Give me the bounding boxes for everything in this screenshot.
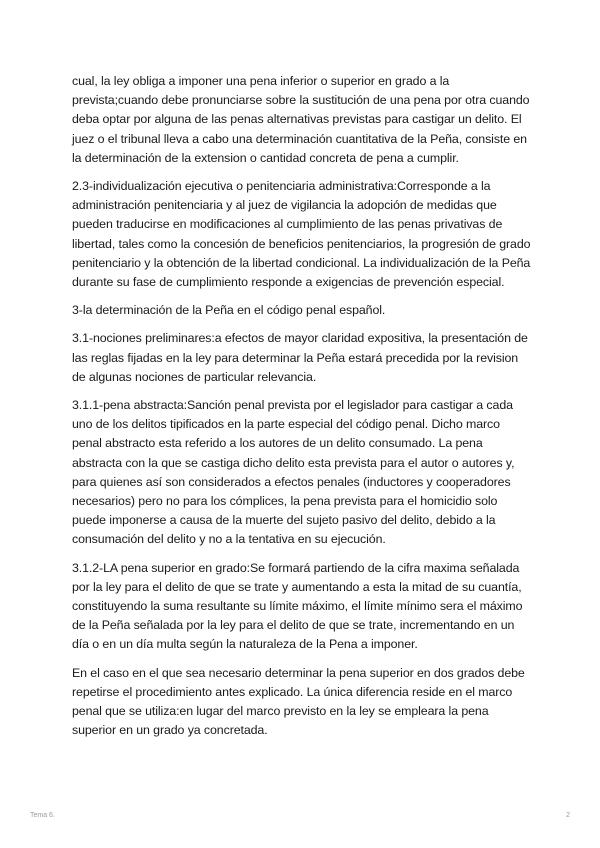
paragraph-pena-abstracta: 3.1.1-pena abstracta:Sanción penal prevista por el legislador para castigar a cada uno de los delitos tipificados en la parte especial del código penal. Dicho marco penal abstracto esta referido a los autores de un delito consumado. La pena abstracta con la que se castiga dicho delito esta prevista para el autor o autores y, para quienes así son considerados a efectos penales (inductores y cooperadores necesarios) pero no para los cómplices, la pena prevista para el homicidio solo puede imponerse a causa de la muerte del sujeto pasivo del delito, debido a la consumación del delito y no a la tentativa en su ejecución. [72,398,515,547]
footer-topic-label: Tema 6. [30,812,55,819]
section-heading-determinacion: 3-la determinación de la Peña en el código penal español. [72,303,386,318]
paragraph-pena-superior-grado: 3.1.2-LA pena superior en grado:Se formará partiendo de la cifra maxima señalada por la ley para el delito de que se trate y aumentando a esta la mitad de su cuantía, constituyendo la suma resultante su límite máximo, el límite mínimo sera el máximo de la Peña señalada por la ley para el delito de que se trate, incrementando en un día o en un día multa según la naturaleza de la Pena a imponer. [72,560,523,652]
paragraph-dos-grados: En el caso en el que sea necesario determinar la pena superior en dos grados debe repetirse el procedimiento antes explicado. La única diferencia reside en el marco penal que se utiliza:en lugar del marco previsto en la ley se empleara la pena superior en un grado ya concretada. [72,665,525,738]
paragraph-nociones-preliminares: 3.1-nociones preliminares:a efectos de mayor claridad expositiva, la presentación de las reglas fijadas en la ley para determinar la Peña estará precedida por la revision de algunas nociones de particular relevancia. [72,331,528,384]
paragraph-individualizacion-ejecutiva: 2.3-individualización ejecutiva o penitenciaria administrativa:Corresponde a la administración penitenciaria y al juez de vigilancia la adopción de medidas que pueden traducirse en modificaciones al cumplimiento de las penas privativas de libertad, tales como la concesión de beneficios penitenciarios, la progresión de grado penitenciario y la obtención de la libertad condicional. La individualización de la Peña durante su fase de cumplimiento responde a exigencias de prevención especial. [72,179,531,290]
page-number: 2 [566,812,570,819]
paragraph-continuation: cual, la ley obliga a imponer una pena inferior o superior en grado a la prevista;cuando debe pronunciarse sobre la sustitución de una pena por otra cuando deba optar por alguna de las penas alternativas previstas para castigar un delito. El juez o el tribunal lleva a cabo una determinación cuantitativa de la Peña, consiste en la determinación de la extension o cantidad concreta de pena a cumplir. [72,74,530,165]
page-body [72,72,532,750]
